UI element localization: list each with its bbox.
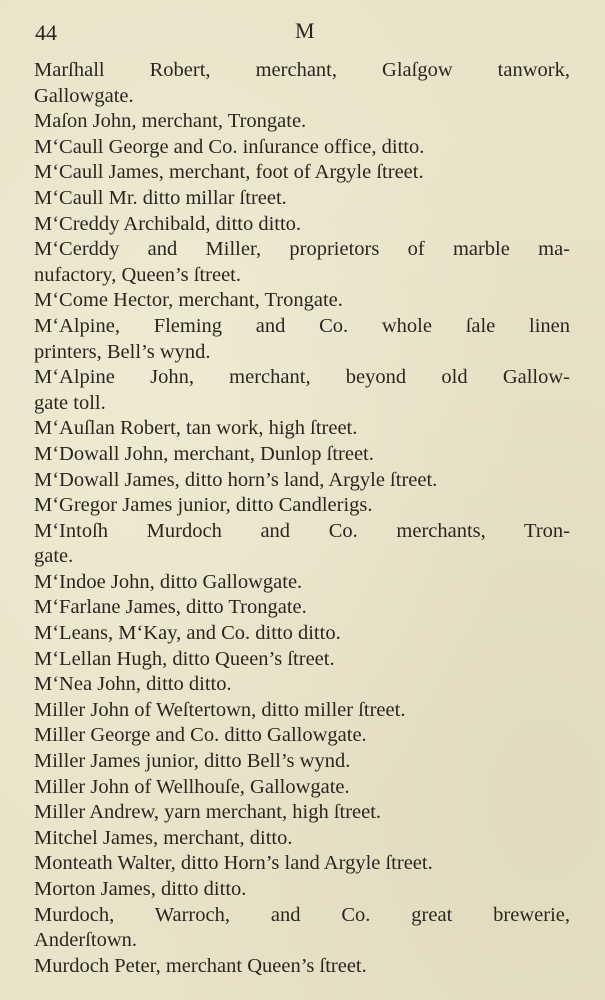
directory-entry xyxy=(34,749,570,775)
running-head: M xyxy=(295,18,316,43)
directory-entry xyxy=(34,58,570,109)
entry-line: M‘Auſlan Robert, tan work, high ſtreet. xyxy=(34,417,358,440)
entry-line: Miller John of Wellhouſe, Gallowgate. xyxy=(34,775,350,798)
entry-line: M‘Caull Mr. ditto millar ſtreet. xyxy=(34,186,287,209)
entry-line: Miller John of Weſtertown, ditto miller ſtreet. xyxy=(34,698,406,721)
directory-entry xyxy=(34,595,570,621)
entry-line: M‘Cerddy and Miller, proprietors of marble ma- xyxy=(34,238,570,261)
entry-line: Murdoch Peter, merchant Queen’s ſtreet. xyxy=(34,954,367,977)
directory-entry xyxy=(34,826,570,852)
entry-line: Morton James, ditto ditto. xyxy=(34,878,247,900)
entry-line: printers, Bell’s wynd. xyxy=(34,340,211,363)
directory-entry xyxy=(34,621,570,647)
entry-line: Maſon John, merchant, Trongate. xyxy=(34,110,307,133)
directory-entry xyxy=(34,723,570,749)
directory-entry xyxy=(34,212,570,238)
entry-line: Monteath Walter, ditto Horn’s land Argyle ſtreet. xyxy=(34,852,433,875)
directory-entry xyxy=(34,237,570,288)
directory-entries xyxy=(34,58,570,979)
entry-line: Miller Andrew, yarn merchant, high ſtreet. xyxy=(34,801,382,824)
directory-entry xyxy=(34,851,570,877)
entry-line: gate. xyxy=(34,545,74,568)
entry-line: M‘Come Hector, merchant, Trongate. xyxy=(34,289,343,312)
page-number: 44 xyxy=(35,20,57,45)
directory-entry xyxy=(34,493,570,519)
entry-line: gate toll. xyxy=(34,391,106,414)
directory-entry xyxy=(34,186,570,212)
entry-line: M‘Creddy Archibald, ditto ditto. xyxy=(34,212,302,235)
directory-entry xyxy=(34,468,570,494)
entry-line: M‘Gregor James junior, ditto Candlerigs. xyxy=(34,494,373,517)
entry-line: Mitchel James, merchant, ditto. xyxy=(34,826,293,849)
directory-entry xyxy=(34,775,570,801)
entry-line: M‘Intoſh Murdoch and Co. merchants, Tron- xyxy=(34,519,570,542)
directory-entry xyxy=(34,877,570,903)
directory-entry xyxy=(34,442,570,468)
directory-entry xyxy=(34,800,570,826)
directory-entry xyxy=(34,519,570,570)
directory-entry xyxy=(34,314,570,365)
entry-line: Murdoch, Warroch, and Co. great brewerie, xyxy=(34,903,570,926)
entry-line: Gallowgate. xyxy=(34,84,134,107)
entry-line: M‘Indoe John, ditto Gallowgate. xyxy=(34,570,303,593)
entry-line: M‘Alpine, Fleming and Co. whole ſale linen xyxy=(34,314,570,337)
entry-line: M‘Leans, M‘Kay, and Co. ditto ditto. xyxy=(34,622,341,645)
entry-line: M‘Nea John, ditto ditto. xyxy=(34,673,232,696)
directory-entry xyxy=(34,365,570,416)
directory-entry xyxy=(34,570,570,596)
directory-entry xyxy=(34,109,570,135)
entry-line: M‘Caull George and Co. inſurance office, ditto. xyxy=(34,135,425,158)
entry-line: Miller George and Co. ditto Gallowgate. xyxy=(34,724,367,747)
entry-line: Anderſtown. xyxy=(34,929,138,952)
directory-entry xyxy=(34,903,570,954)
directory-entry xyxy=(34,416,570,442)
directory-entry xyxy=(34,698,570,724)
directory-entry xyxy=(34,135,570,161)
directory-entry xyxy=(34,288,570,314)
directory-entry xyxy=(34,954,570,980)
entry-line: M‘Alpine John, merchant, beyond old Gallow- xyxy=(34,366,570,389)
entry-line: M‘Dowall James, ditto horn’s land, Argyle ſtreet. xyxy=(34,468,438,491)
entry-line: M‘Caull James, merchant, foot of Argyle ſtreet. xyxy=(34,161,424,184)
entry-line: Marſhall Robert, merchant, Glaſgow tanwork, xyxy=(34,59,570,81)
entry-line: M‘Farlane James, ditto Trongate. xyxy=(34,596,307,619)
entry-line: nufactory, Queen’s ſtreet. xyxy=(34,263,242,286)
entry-line: M‘Dowall John, merchant, Dunlop ſtreet. xyxy=(34,442,374,465)
directory-entry xyxy=(34,672,570,698)
entry-line: Miller James junior, ditto Bell’s wynd. xyxy=(34,750,351,773)
page-header xyxy=(35,18,570,48)
directory-entry xyxy=(34,647,570,673)
directory-entry xyxy=(34,160,570,186)
entry-line: M‘Lellan Hugh, ditto Queen’s ſtreet. xyxy=(34,647,335,670)
